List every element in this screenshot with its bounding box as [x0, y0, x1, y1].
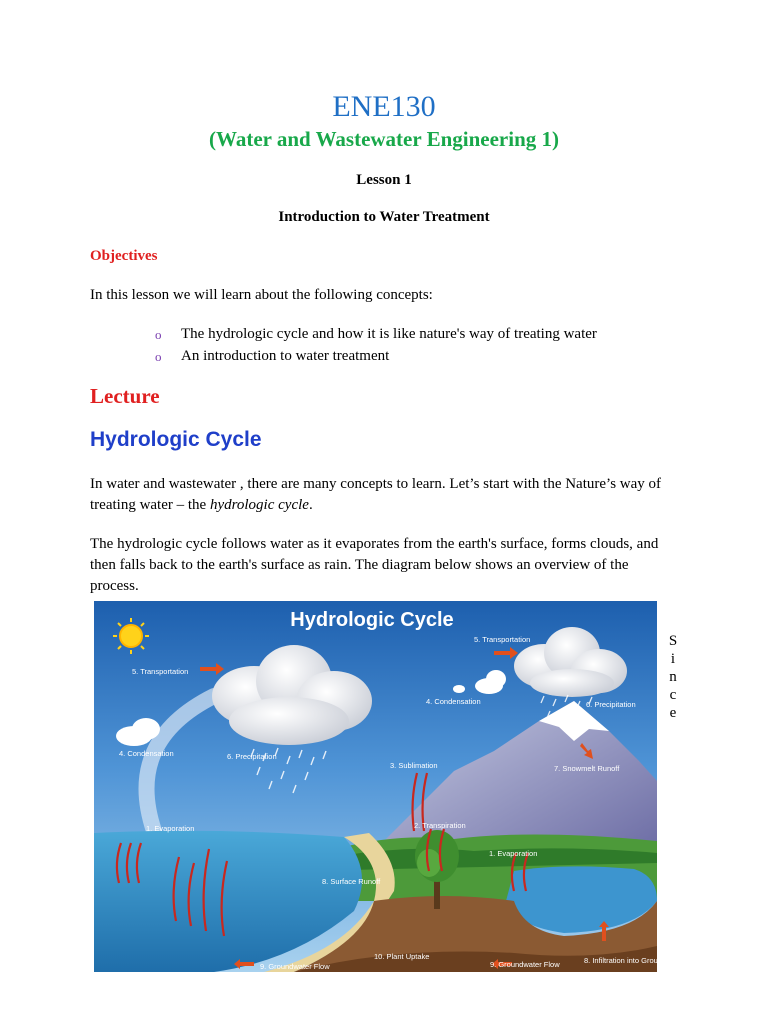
paragraph-text-end: .	[308, 497, 313, 513]
label-evaporation-left: 1. Evaporation	[146, 824, 195, 833]
diagram-svg	[94, 601, 685, 972]
label-surface-runoff: 8. Surface Runoff	[322, 877, 381, 886]
label-condensation-left: 4. Condensation	[119, 749, 174, 758]
label-precipitation-left: 6. Precipitation	[227, 752, 277, 761]
list-item	[155, 346, 597, 368]
label-transpiration: 2. Transpiration	[414, 821, 466, 830]
paragraph-text: In water and wastewater , there are many concepts to learn. Let’s start with the Nature’s way of treating water – the	[90, 476, 662, 513]
section-heading: Hydrologic Cycle	[90, 428, 262, 451]
paragraph-intro	[90, 474, 680, 516]
label-evaporation-right: 1. Evaporation	[489, 849, 538, 858]
side-letter: c	[669, 687, 677, 703]
label-sublimation: 3. Sublimation	[390, 761, 438, 770]
hydrologic-cycle-diagram	[94, 601, 685, 972]
label-transportation-left: 5. Transportation	[132, 667, 189, 676]
paragraph-description: The hydrologic cycle follows water as it evaporates from the earth's surface, forms clouds, and then falls back to the earth's surface as rain. The diagram below shows an overview of the process.	[90, 536, 659, 594]
side-letter: i	[670, 651, 676, 667]
objectives-list	[155, 324, 597, 368]
figure-title: Hydrologic Cycle	[290, 609, 454, 631]
label-condensation-right: 4. Condensation	[426, 697, 481, 706]
side-letter: e	[669, 705, 677, 721]
lesson-title: Introduction to Water Treatment	[278, 209, 490, 225]
label-infiltration: 8. Infiltration into Groundwater	[584, 956, 685, 965]
lecture-heading: Lecture	[90, 384, 160, 408]
label-transportation-right: 5. Transportation	[474, 635, 531, 644]
label-plant-uptake: 10. Plant Uptake	[374, 952, 430, 961]
objectives-heading: Objectives	[90, 248, 158, 264]
label-groundwater-left: 9. Groundwater Flow	[260, 962, 330, 971]
side-letter: n	[669, 669, 677, 685]
list-item-text: An introduction to water treatment	[181, 348, 390, 364]
side-letter: S	[668, 633, 678, 649]
course-name: (Water and Wastewater Engineering 1)	[209, 127, 559, 151]
side-text-fragment	[667, 632, 679, 722]
bullet-icon: o	[155, 349, 162, 364]
course-code: ENE130	[332, 90, 436, 123]
paragraph-emphasis: hydrologic cycle	[209, 497, 309, 513]
label-groundwater-right: 9. Groundwater Flow	[490, 960, 560, 969]
lesson-number: Lesson 1	[356, 172, 412, 188]
list-item	[155, 324, 597, 346]
label-snowmelt: 7. Snowmelt Runoff	[554, 764, 620, 773]
list-item-text: The hydrologic cycle and how it is like nature's way of treating water	[181, 326, 597, 342]
bullet-icon: o	[155, 327, 162, 342]
label-precipitation-right: 6. Precipitation	[586, 700, 636, 709]
objectives-intro: In this lesson we will learn about the following concepts:	[90, 287, 433, 303]
